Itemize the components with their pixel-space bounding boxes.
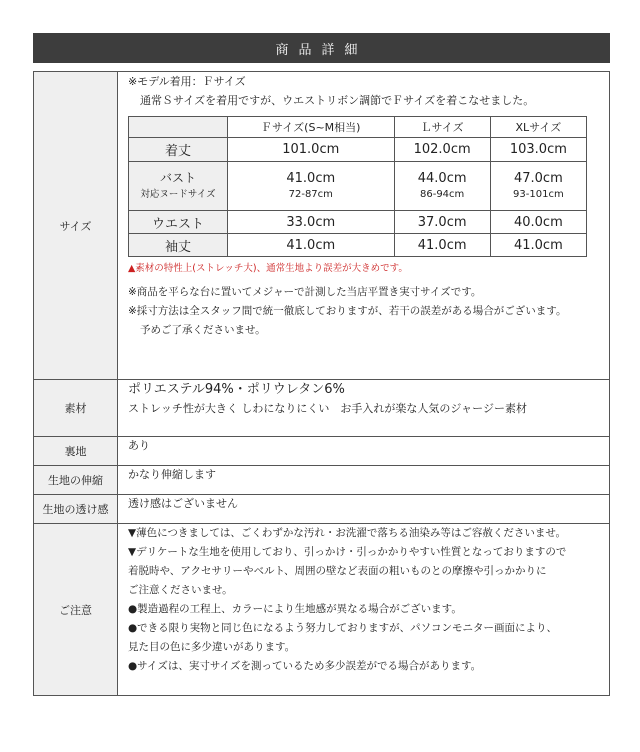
- nude-value-f: 72-87cm: [288, 188, 333, 200]
- nude-value-xl: 93-101cm: [513, 188, 564, 200]
- cell-sleeve-xl: 41.0cm: [490, 234, 586, 257]
- lining-label: 裏地: [34, 437, 118, 466]
- lining-value: あり: [118, 437, 610, 466]
- bust-value-xl: 47.0cm: [513, 170, 563, 186]
- material-composition: ポリエステル94%・ポリウレタン6%: [128, 382, 345, 397]
- stretch-label: 生地の伸縮: [34, 466, 118, 495]
- material-label: 素材: [34, 380, 118, 437]
- caution-line: ●製造過程の工程上、カラーにより生地感が異なる場合がございます。: [128, 603, 462, 615]
- size-chart-header: [129, 117, 587, 138]
- row-label-bust: [129, 162, 228, 211]
- size-content: [118, 72, 610, 380]
- cell-length-xl: 103.0cm: [490, 138, 586, 162]
- product-detail-table: [33, 71, 610, 696]
- sheer-value: 透け感はございません: [118, 495, 610, 524]
- sheer-label: 生地の透け感: [34, 495, 118, 524]
- material-warning: ▲素材の特性上(ストレッチ大)、通常生地より誤差が大きめです。: [128, 263, 408, 274]
- material-row: [34, 380, 610, 437]
- model-size-note: 通常Ｓサイズを着用ですが、ウエストリボン調節でＦサイズを着こなせました。: [140, 94, 535, 107]
- caution-line: ●サイズは、実寸サイズを測っているため多少誤差がでる場合があります。: [128, 660, 482, 672]
- lining-row: [34, 437, 610, 466]
- size-row: [34, 72, 610, 380]
- cell-bust-xl: [490, 162, 586, 211]
- material-content: [118, 380, 610, 437]
- row-label-sleeve: 袖丈: [129, 234, 228, 257]
- caution-line: 着脱時や、アクセサリーやベルト、周囲の壁など表面の粗いものとの摩擦や引っかかりに: [128, 565, 547, 577]
- page-title: 商品詳細: [33, 33, 610, 63]
- size-chart-corner: [129, 117, 228, 138]
- table-row: [129, 138, 587, 162]
- caution-line: ●できる限り実物と同じ色になるよう努力しておりますが、パソコンモニター画面により、: [128, 622, 557, 634]
- size-chart: [128, 116, 587, 257]
- table-row: [129, 234, 587, 257]
- size-label: サイズ: [34, 72, 118, 380]
- caution-line: ご注意くださいませ。: [128, 584, 233, 596]
- caution-line: ▼薄色につきましては、ごくわずかな汚れ・お洗濯で落ちる油染み等はご容赦くださいませ。: [128, 527, 567, 539]
- cell-length-f: 101.0cm: [228, 138, 395, 162]
- table-row: [129, 211, 587, 234]
- nude-value-l: 86-94cm: [419, 188, 465, 200]
- cell-waist-f: 33.0cm: [228, 211, 395, 234]
- material-description: ストレッチ性が大きく しわになりにくい お手入れが楽な人気のジャージー素材: [128, 402, 527, 415]
- measurement-note: ※商品を平らな台に置いてメジャーで計測した当店平置き実寸サイズです。: [128, 286, 482, 298]
- column-header-xl: XLサイズ: [490, 117, 586, 138]
- column-header-f: Ｆサイズ(S~M相当): [228, 117, 395, 138]
- caution-line: 見た目の色に多少違いがあります。: [128, 641, 296, 653]
- caution-label: ご注意: [34, 524, 118, 696]
- table-row: [129, 162, 587, 211]
- bust-value-f: 41.0cm: [286, 170, 336, 186]
- cell-length-l: 102.0cm: [394, 138, 490, 162]
- measurement-note: ※採寸方法は全スタッフ間で統一徹底しておりますが、若干の誤差がある場合がございます。: [128, 305, 567, 317]
- caution-row: [34, 524, 610, 696]
- measurement-note: 予めご了承くださいませ。: [140, 324, 266, 336]
- bust-value-l: 44.0cm: [417, 170, 467, 186]
- sheer-row: [34, 495, 610, 524]
- cell-sleeve-f: 41.0cm: [228, 234, 395, 257]
- column-header-l: Ｌサイズ: [394, 117, 490, 138]
- row-label-length: 着丈: [129, 138, 228, 162]
- model-size-line: ※モデル着用：Ｆサイズ: [128, 75, 246, 88]
- caution-line: ▼デリケートな生地を使用しており、引っかけ・引っかかりやすい性質となっておりますので: [128, 546, 567, 558]
- stretch-value: かなり伸縮します: [118, 466, 610, 495]
- cell-waist-xl: 40.0cm: [490, 211, 586, 234]
- cell-sleeve-l: 41.0cm: [394, 234, 490, 257]
- row-label-waist: ウエスト: [129, 211, 228, 234]
- cell-waist-l: 37.0cm: [394, 211, 490, 234]
- cell-bust-l: [394, 162, 490, 211]
- nude-size-label: 対応ヌードサイズ: [140, 188, 216, 200]
- caution-content: [118, 524, 610, 696]
- stretch-row: [34, 466, 610, 495]
- cell-bust-f: [228, 162, 395, 211]
- bust-label: バスト: [159, 170, 196, 185]
